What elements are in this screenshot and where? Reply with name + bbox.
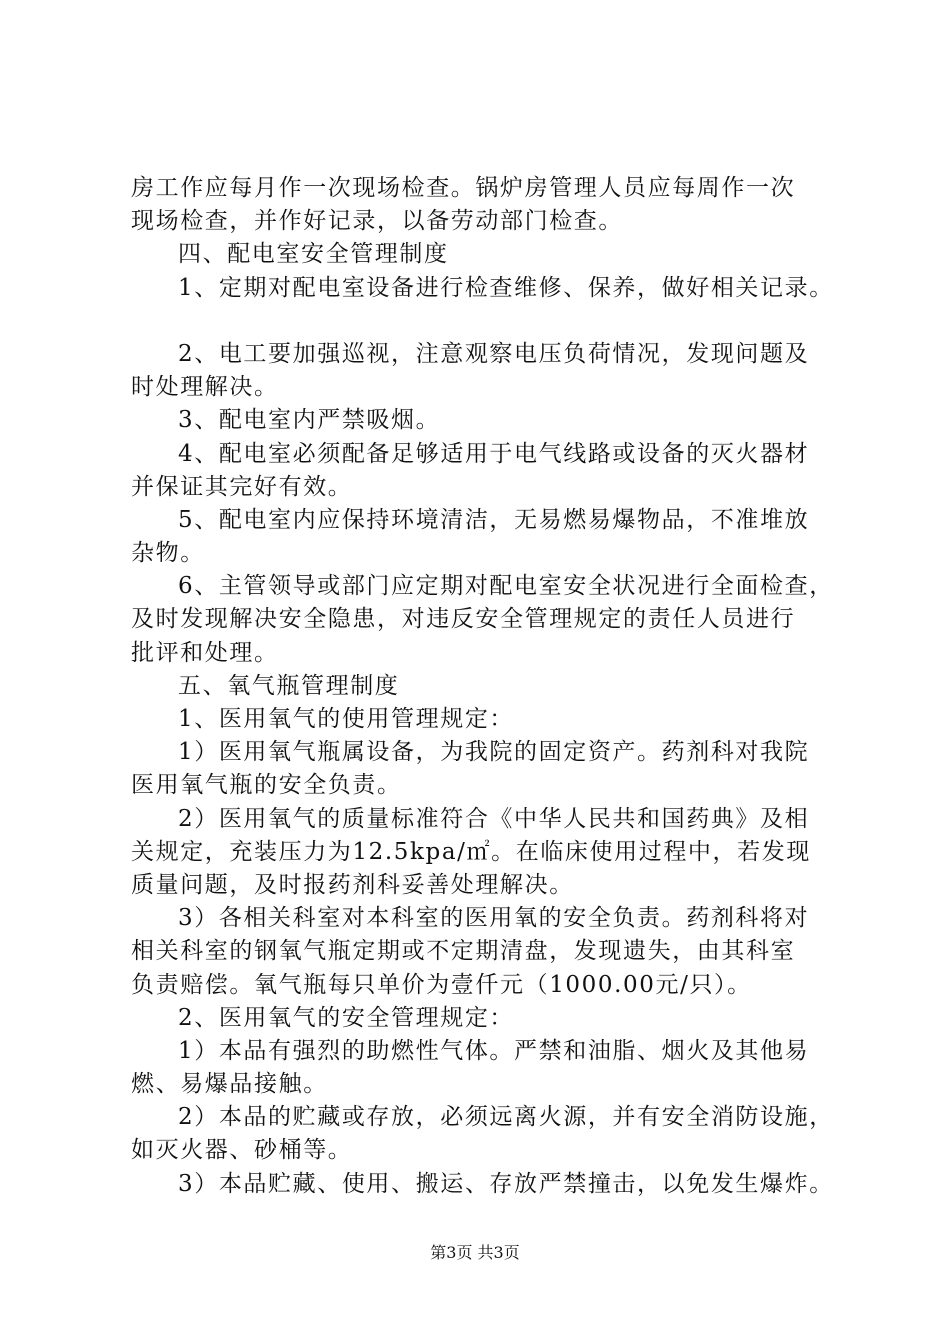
text-line: 批评和处理。 bbox=[131, 639, 279, 666]
text-line: 5、配电室内应保持环境清洁，无易燃易爆物品，不准堆放 bbox=[178, 506, 810, 533]
text-line: 3）本品贮藏、使用、搬运、存放严禁撞击，以免发生爆炸。 bbox=[178, 1170, 834, 1197]
text-line: 房工作应每月作一次现场检查。锅炉房管理人员应每周作一次 bbox=[131, 175, 796, 201]
text-line: 医用氧气瓶的安全负责。 bbox=[131, 772, 402, 799]
text-line: 五、氧气瓶管理制度 bbox=[178, 672, 400, 699]
text-line: 1）医用氧气瓶属设备，为我院的固定资产。药剂科对我院 bbox=[178, 739, 810, 766]
text-line: 1）本品有强烈的助燃性气体。严禁和油脂、烟火及其他易 bbox=[178, 1037, 810, 1064]
text-line: 4、配电室必须配备足够适用于电气线路或设备的灭火器材 bbox=[178, 440, 810, 467]
blank-line bbox=[131, 305, 851, 338]
text-line: 燃、易爆品接触。 bbox=[131, 1071, 328, 1098]
text-line: 2）本品的贮藏或存放，必须远离火源，并有安全消防设施， bbox=[178, 1104, 834, 1131]
text-line: 2、电工要加强巡视，注意观察电压负荷情况，发现问题及 bbox=[178, 340, 810, 367]
text-line: 现场检查，并作好记录，以备劳动部门检查。 bbox=[131, 208, 623, 235]
text-line: 如灭火器、砂桶等。 bbox=[131, 1137, 353, 1164]
page-footer: 第3页 共3页 bbox=[430, 1243, 520, 1262]
text-line: 负责赔偿。氧气瓶每只单价为壹仟元（1000.00元/只）。 bbox=[131, 971, 752, 998]
text-line: 及时发现解决安全隐患，对违反安全管理规定的责任人员进行 bbox=[131, 606, 796, 633]
text-line: 2、医用氧气的安全管理规定： bbox=[178, 1004, 515, 1031]
text-line: 关规定，充装压力为12.5kpa/㎡。在临床使用过程中，若发现 bbox=[131, 838, 811, 865]
text-line: 时处理解决。 bbox=[131, 374, 279, 401]
text-line: 质量问题，及时报药剂科妥善处理解决。 bbox=[131, 871, 574, 898]
text-line: 6、主管领导或部门应定期对配电室安全状况进行全面检查， bbox=[178, 573, 834, 600]
text-line: 2）医用氧气的质量标准符合《中华人民共和国药典》及相 bbox=[178, 805, 810, 832]
document-body bbox=[131, 172, 851, 1201]
text-line: 四、配电室安全管理制度 bbox=[178, 241, 449, 268]
text-line: 3）各相关科室对本科室的医用氧的安全负责。药剂科将对 bbox=[178, 905, 810, 932]
text-line: 1、定期对配电室设备进行检查维修、保养，做好相关记录。 bbox=[178, 274, 834, 301]
text-line: 3、配电室内严禁吸烟。 bbox=[178, 407, 441, 434]
text-line: 并保证其完好有效。 bbox=[131, 473, 353, 500]
text-line: 相关科室的钢氧气瓶定期或不定期清盘，发现遗失，由其科室 bbox=[131, 938, 796, 965]
text-line: 1、医用氧气的使用管理规定： bbox=[178, 706, 515, 732]
text-line: 杂物。 bbox=[131, 540, 205, 567]
